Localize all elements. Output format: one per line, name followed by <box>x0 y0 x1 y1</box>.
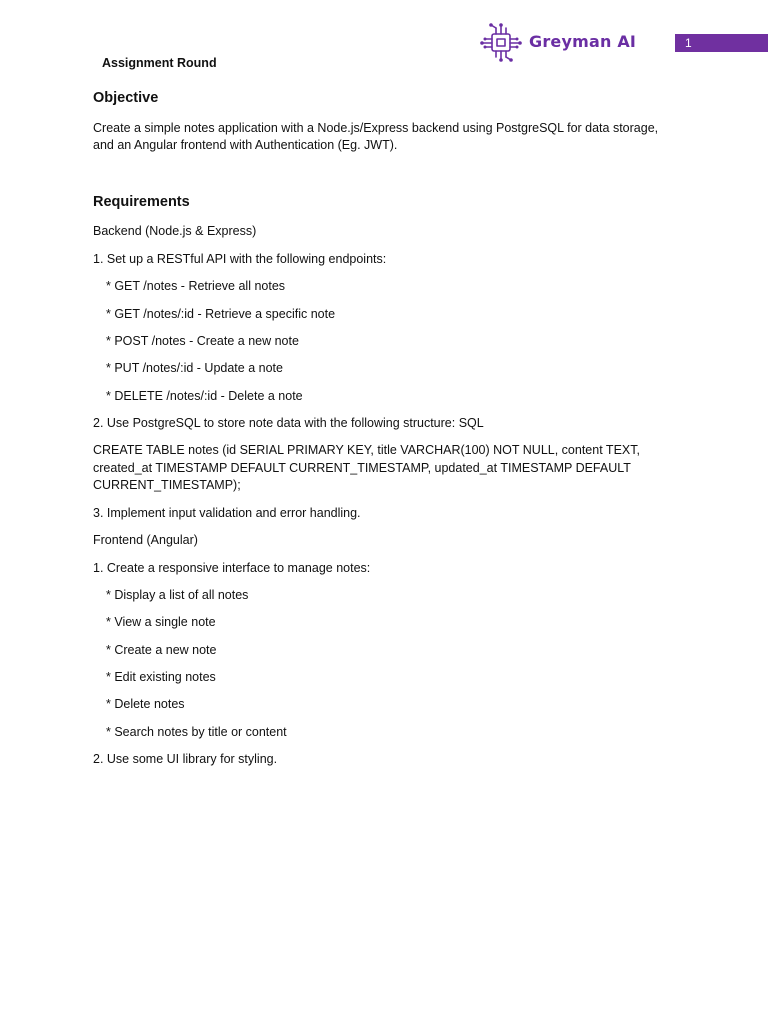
endpoint-item: * DELETE /notes/:id - Delete a note <box>106 389 303 403</box>
circuit-chip-icon <box>478 22 524 62</box>
sql-line: created_at TIMESTAMP DEFAULT CURRENT_TIMESTAMP, updated_at TIMESTAMP DEFAULT <box>93 461 631 475</box>
feature-item: * Display a list of all notes <box>106 588 249 602</box>
backend-heading: Backend (Node.js & Express) <box>93 224 257 238</box>
brand-header <box>478 22 636 62</box>
endpoint-item: * GET /notes/:id - Retrieve a specific note <box>106 307 336 321</box>
feature-item: * Delete notes <box>106 697 185 711</box>
page-number: 1 <box>685 36 692 50</box>
requirements-heading: Requirements <box>93 194 190 210</box>
frontend-heading: Frontend (Angular) <box>93 533 198 547</box>
document-label: Assignment Round <box>102 56 217 70</box>
page-number-badge <box>675 34 768 52</box>
endpoint-item: * PUT /notes/:id - Update a note <box>106 361 283 375</box>
feature-item: * View a single note <box>106 615 216 629</box>
frontend-step-1: 1. Create a responsive interface to manage notes: <box>93 561 371 575</box>
endpoint-item: * GET /notes - Retrieve all notes <box>106 279 286 293</box>
brand-name: Greyman AI <box>529 31 637 51</box>
sql-line: CURRENT_TIMESTAMP); <box>93 478 241 492</box>
endpoint-item: * POST /notes - Create a new note <box>106 334 299 348</box>
frontend-step-2: 2. Use some UI library for styling. <box>93 752 278 766</box>
sql-line: CREATE TABLE notes (id SERIAL PRIMARY KEY, title VARCHAR(100) NOT NULL, content TEXT, <box>93 443 640 457</box>
objective-line: Create a simple notes application with a Node.js/Express backend using PostgreSQL for data storage, <box>93 121 659 135</box>
backend-step-3: 3. Implement input validation and error handling. <box>93 506 361 520</box>
backend-step-1: 1. Set up a RESTful API with the following endpoints: <box>93 252 387 266</box>
feature-item: * Search notes by title or content <box>106 725 287 739</box>
backend-step-2: 2. Use PostgreSQL to store note data with the following structure: SQL <box>93 416 484 430</box>
feature-item: * Create a new note <box>106 643 217 657</box>
feature-item: * Edit existing notes <box>106 670 216 684</box>
objective-line: and an Angular frontend with Authentication (Eg. JWT). <box>93 138 398 152</box>
objective-heading: Objective <box>93 90 159 106</box>
